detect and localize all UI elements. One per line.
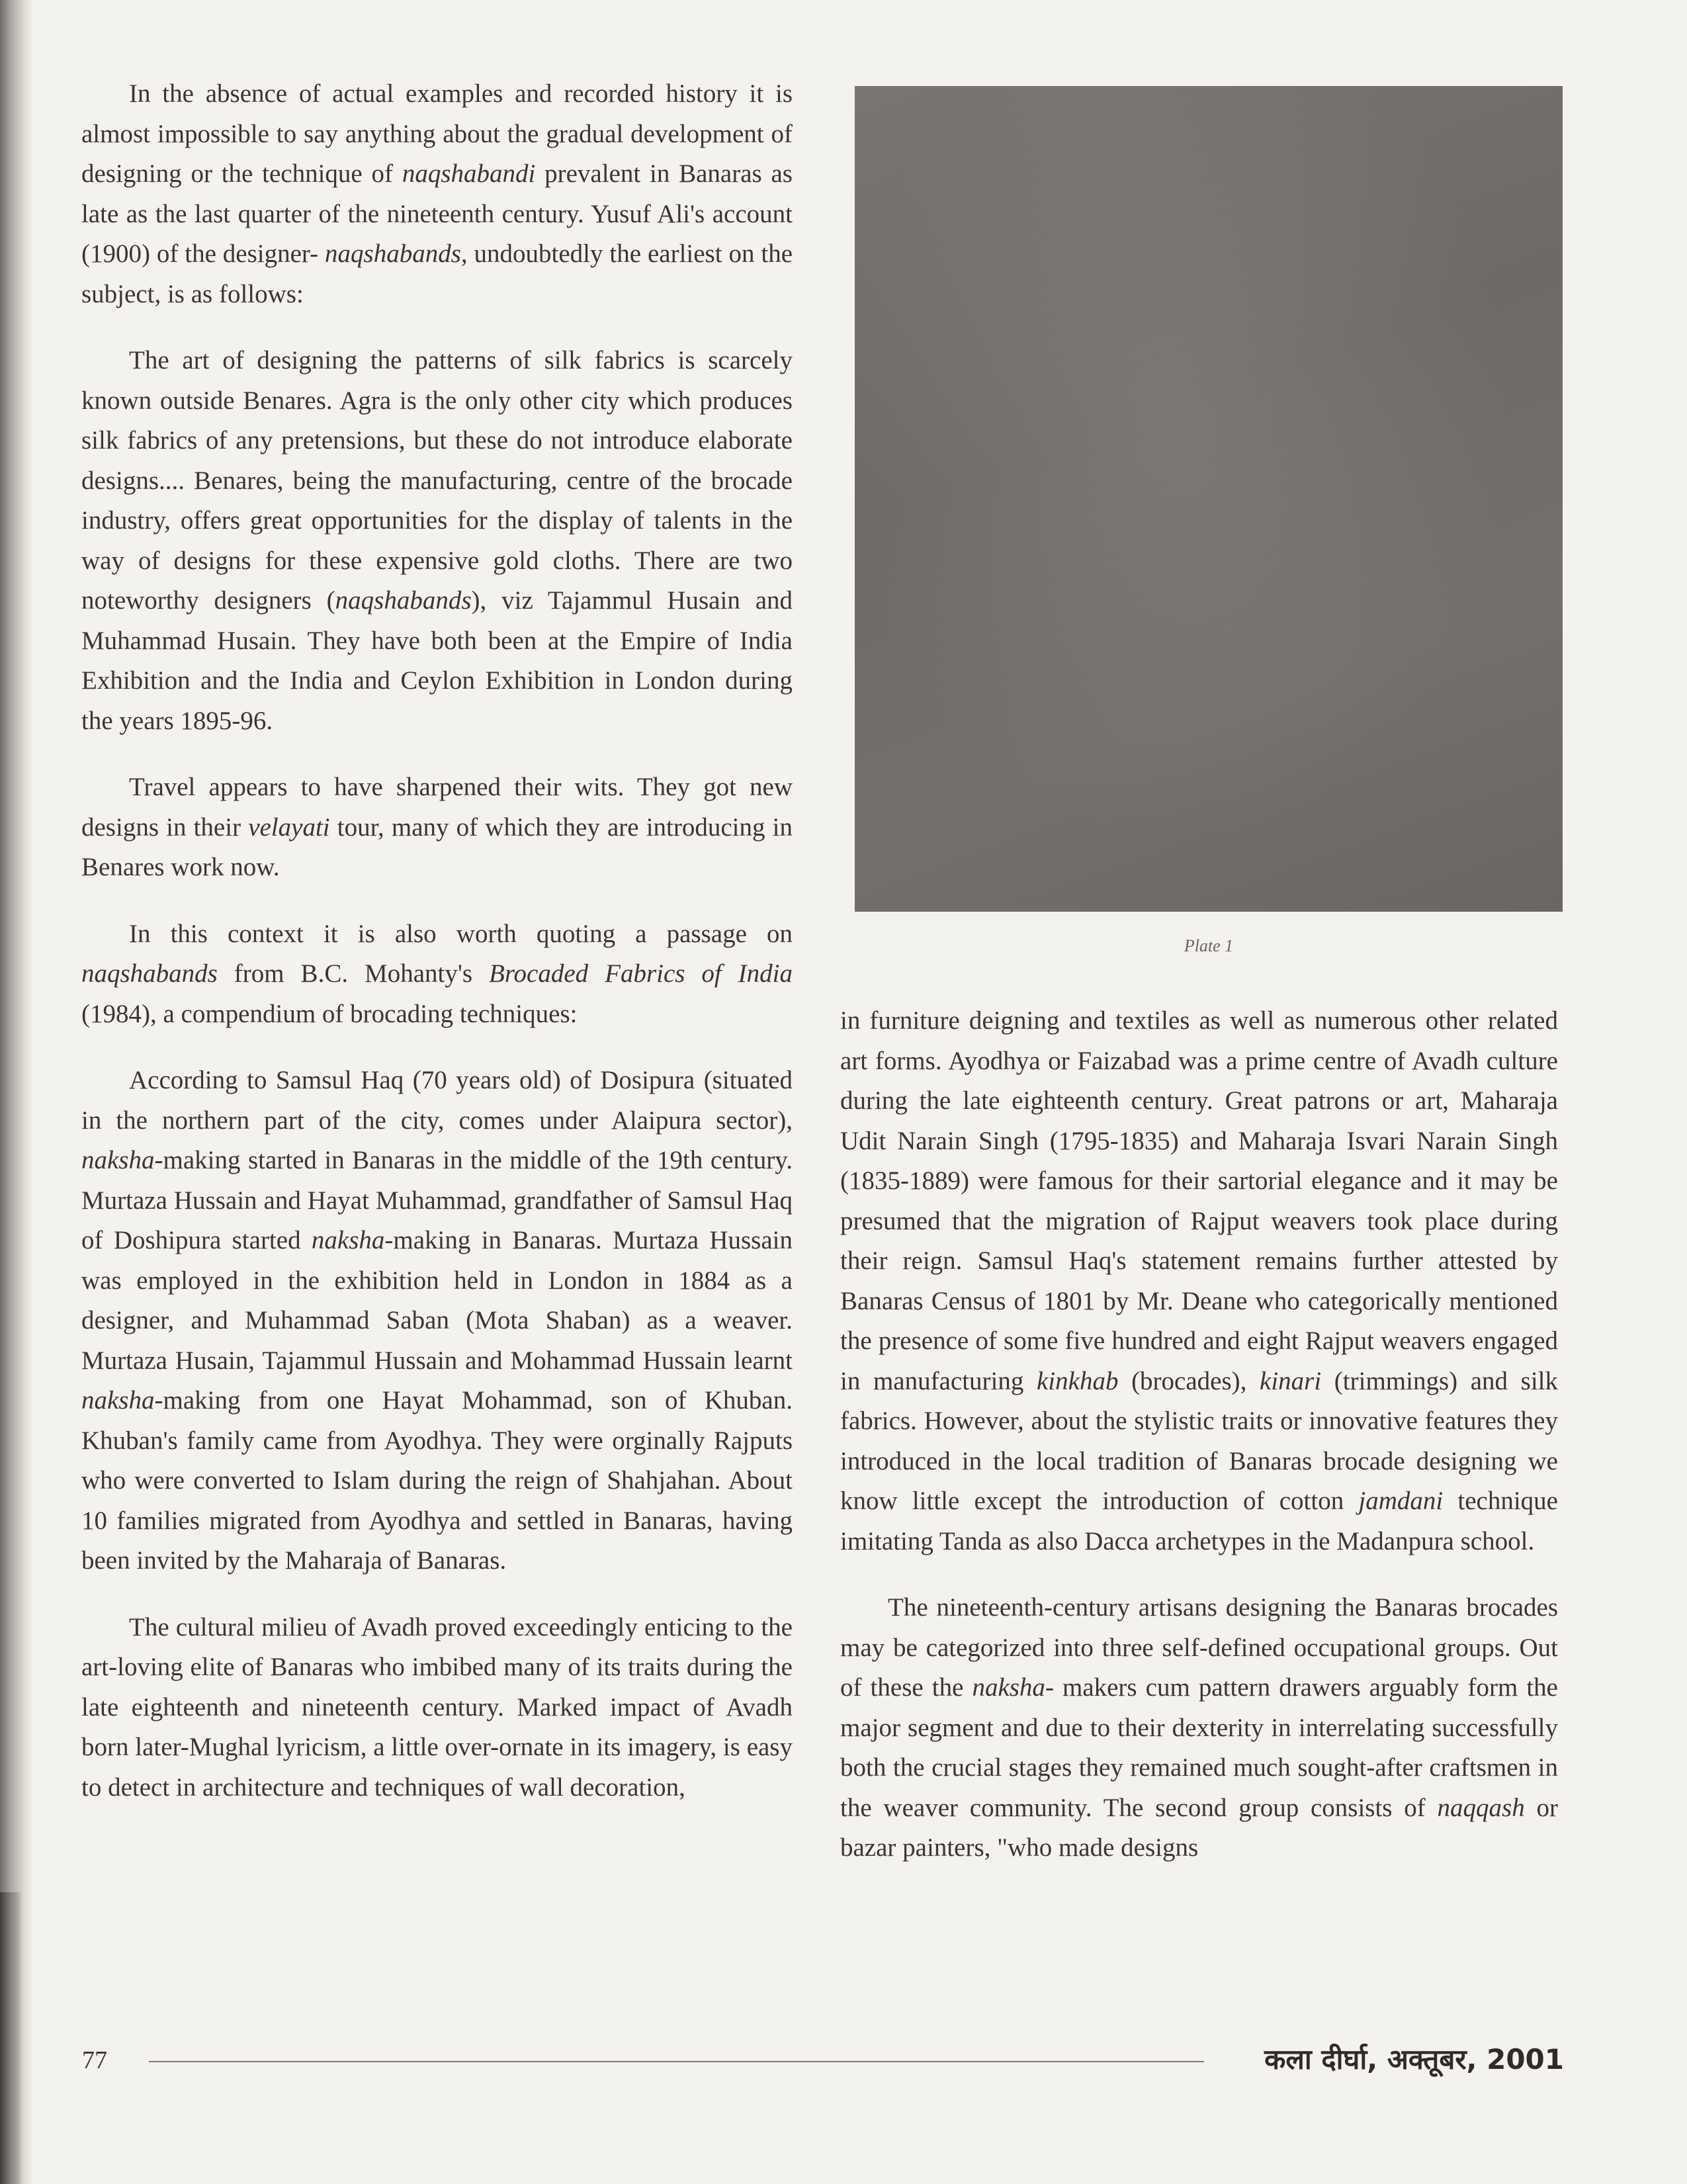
block-quote bbox=[81, 341, 793, 741]
paragraph: The cultural milieu of Avadh proved exceedingly enticing to the art-loving elite of Banaras who imbibed many of its traits during the late eighteenth and nineteenth century. Marked impact of Avadh born later-Mughal lyricism, a little over-ornate in its imagery, is easy to detect in architecture and techniques of wall decoration, bbox=[81, 1612, 793, 1802]
text-run: -making in Banaras. Murtaza Hussain was employed in the exhibition held in London in 1884 as a designer, and Muhammad Saban (Mota Shaban) as a weaver. Murtaza Husain, Tajammul Hussain and Mohammad Hussain learnt bbox=[81, 1226, 793, 1375]
text-run: tour, many of which they are introducing in Benares work now. bbox=[81, 812, 793, 881]
page-binding-shadow bbox=[0, 0, 33, 2184]
text-run: According to Samsul Haq (70 years old) of Dosipura (situated in the northern part of the city, comes under Alaipura sector), bbox=[81, 1066, 793, 1135]
book-title: Brocaded Fabrics of India bbox=[489, 959, 793, 988]
paragraph bbox=[81, 914, 793, 1035]
italic-term: kinari bbox=[1260, 1366, 1322, 1395]
italic-term: velayati bbox=[248, 812, 330, 842]
text-run: In this context it is also worth quoting a passage on bbox=[129, 919, 793, 948]
italic-term: naksha bbox=[972, 1673, 1045, 1702]
plate-caption: Plate 1 bbox=[1184, 936, 1234, 955]
text-run: Travel appears to have sharpened their wits. They got new designs in their bbox=[81, 773, 793, 842]
paragraph bbox=[840, 1001, 1558, 1561]
footer-rule bbox=[149, 2061, 1204, 2062]
text-run: (trimmings) and silk fabrics. However, about the stylistic traits or innovative features they introduced in the local tradition of Banaras brocade designing we know little except the introduction of cotton bbox=[840, 1366, 1559, 1515]
page-binding-shadow-bottom bbox=[0, 1892, 22, 2184]
italic-term: naqshabands bbox=[335, 586, 472, 615]
text-run: -making from one Hayat Mohammad, son of Khuban. Khuban's family came from Ayodhya. They were orginally Rajputs who were converted to Islam during the reign of Shahjahan. About 10 families migrated from Ayodhya and settled in Banaras, having been invited by the Maharaja of Banaras. bbox=[81, 1386, 793, 1575]
text-run: ), viz Tajammul Husain and Muhammad Husain. They have both been at the Empire of India Exhibition and the India and Ceylon Exhibition in London during the years 1895-96. bbox=[81, 586, 793, 735]
text-run: technique imitating Tanda as also Dacca archetypes in the Madanpura school. bbox=[840, 1487, 1558, 1555]
journal-title: कला दीर्घा, अक्तूबर, 2001 bbox=[1264, 2043, 1564, 2075]
italic-term: naqqash bbox=[1437, 1793, 1525, 1822]
block-quote bbox=[81, 767, 793, 888]
block-quote bbox=[81, 1061, 793, 1581]
page-number: 77 bbox=[82, 2046, 107, 2074]
text-run: or bazar painters, "who made designs bbox=[840, 1793, 1558, 1862]
paragraph bbox=[81, 74, 793, 314]
italic-term: naksha bbox=[311, 1226, 385, 1254]
paragraph bbox=[840, 1588, 1558, 1868]
text-run: The art of designing the patterns of silk fabrics is scarcely known outside Benares. Agra is the only other city which produces silk fabrics of any pretensions, but these do not introduce elaborate designs.... Benares, being the manufacturing, centre of the brocade industry, offers great opportunities for the display of talents in the way of designs for these expensive gold cloths. There are two noteworthy designers ( bbox=[81, 346, 793, 615]
left-column bbox=[81, 74, 793, 1808]
text-run: prevalent in Banaras as late as the last quarter of the nineteenth century. Yusuf Ali's account (1900) of the designer- bbox=[81, 159, 793, 268]
text-run: - makers cum pattern drawers arguably form the major segment and due to their dexterity in interrelating successfully both the crucial stages they remained much sought-after craftsmen in the weaver community. The second group consists of bbox=[840, 1673, 1558, 1822]
italic-term: naksha bbox=[81, 1146, 155, 1174]
italic-term: kinkhab bbox=[1036, 1366, 1119, 1395]
text-run: (brocades), bbox=[1118, 1366, 1260, 1395]
text-run: (1984), a compendium of brocading techniques: bbox=[81, 999, 578, 1028]
text-run: from B.C. Mohanty's bbox=[217, 959, 489, 988]
italic-term: naqshabandi bbox=[402, 159, 536, 188]
italic-term: naksha bbox=[81, 1386, 155, 1415]
text-run: -making started in Banaras in the middle of the 19th century. Murtaza Hussain and Hayat Muhammad, grandfather of Samsul Haq of Doshipura started bbox=[81, 1146, 793, 1254]
italic-term: jamdani bbox=[1358, 1487, 1444, 1515]
italic-term: naqshabands bbox=[81, 959, 218, 988]
italic-term: naqshabands bbox=[325, 240, 461, 268]
plate-image bbox=[855, 86, 1563, 912]
text-run: in furniture deigning and textiles as well as numerous other related art forms. Ayodhya or Faizabad was a prime centre of Avadh culture during the late eighteenth century. Great patrons or art, Maharaja Udit Narain Singh (1795-1835) and Maharaja Isvari Narain Singh (1835-1889) were famous for their sartorial elegance and it may be presumed that the migration of Rajput weavers took place during their reign. Samsul Haq's statement remains further attested by Banaras Census of 1801 by Mr. Deane who categorically mentioned the presence of some five hundred and eight Rajput weavers engaged in manufacturing bbox=[840, 1006, 1558, 1395]
right-column bbox=[840, 1001, 1558, 1868]
text-run: In the absence of actual examples and recorded history it is almost impossible to say anything about the gradual development of designing or the technique of bbox=[81, 79, 793, 188]
text-run: The nineteenth-century artisans designing the Banaras brocades may be categorized into three self-defined occupational groups. Out of these the bbox=[840, 1593, 1558, 1702]
text-run: , undoubtedly the earliest on the subject, is as follows: bbox=[81, 240, 793, 308]
